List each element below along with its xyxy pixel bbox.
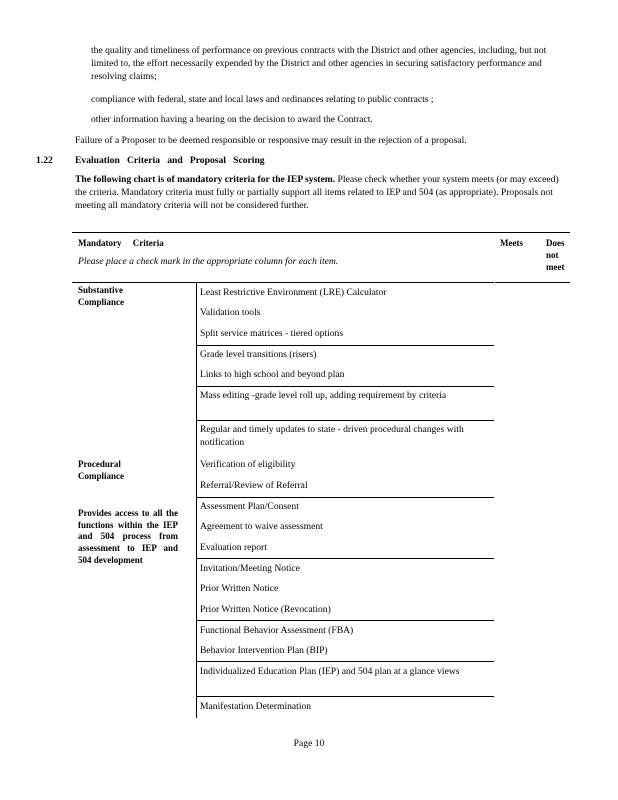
criteria-item: Individualized Education Plan (IEP) and 504 plan at a glance views [200,666,460,677]
intro-paragraph [75,174,570,213]
bullet-text: the quality and timeliness of performance on previous contracts with the District and other agencies, including, but not limited to, the effort necessarily expended by the District and other agencies in securing satisfactory performance and resolving claims; [91,45,547,82]
section-title: Evaluation Criteria and Proposal Scoring [75,155,265,166]
bullet-text: other information having a bearing on the decision to award the Contract. [91,114,373,125]
label-procedural-compliance: Procedural Compliance [78,459,124,481]
intro-rest: Please check whether your system meets (or may exceed) the criteria. Mandatory criteria must fully or partially support all items related to IEP and 504 (as appropriate). Proposals not meeting all mandatory criteria will not be considered further. [75,174,559,211]
label-provides-access: Provides access to all the functions within the IEP and 504 process from assessment to IEP and 504 development [78,508,178,565]
criteria-item: Mass editing -grade level roll up, adding requirement by criteria [200,390,447,401]
criteria-item: Links to high school and beyond plan [200,369,345,380]
criteria-item: Referral/Review of Referral [200,480,308,491]
meets-column-header: Meets [500,238,523,248]
criteria-item: Split service matrices - tiered options [200,328,344,339]
criteria-item: Validation tools [200,307,261,318]
bullet-text: compliance with federal, state and local laws and ordinances relating to public contracts ; [91,94,434,105]
criteria-item: Behavior Intervention Plan (BIP) [200,645,328,656]
criteria-item: Functional Behavior Assessment (FBA) [200,625,354,636]
page-number: Page 10 [293,738,325,749]
criteria-item: Verification of eligibility [200,459,296,470]
table-header-note: Please place a check mark in the appropriate column for each item. [78,256,339,267]
criteria-item: Assessment Plan/Consent [200,501,299,512]
table-header-label: Mandatory Criteria [78,238,164,248]
criteria-item: Evaluation report [200,542,267,553]
criteria-item: Manifestation Determination [200,701,312,712]
criteria-item: Agreement to waive assessment [200,521,323,532]
criteria-item: Prior Written Notice [200,583,279,594]
criteria-item: Prior Written Notice (Revocation) [200,604,331,615]
criteria-item: Least Restrictive Environment (LRE) Calculator [200,287,387,298]
intro-bold: The following chart is of mandatory criteria for the IEP system. [75,174,336,185]
criteria-item: Regular and timely updates to state - driven procedural changes with notification [200,424,464,448]
section-number: 1.22 [36,155,53,166]
criteria-item: Invitation/Meeting Notice [200,563,300,574]
criteria-item: Grade level transitions (risers) [200,349,317,360]
does-not-meet-column-header: Does not meet [546,238,565,273]
label-substantive-compliance: Substantive Compliance [78,285,124,307]
failure-text: Failure of a Proposer to be deemed responsible or responsive may result in the rejection of a proposal. [75,135,467,146]
